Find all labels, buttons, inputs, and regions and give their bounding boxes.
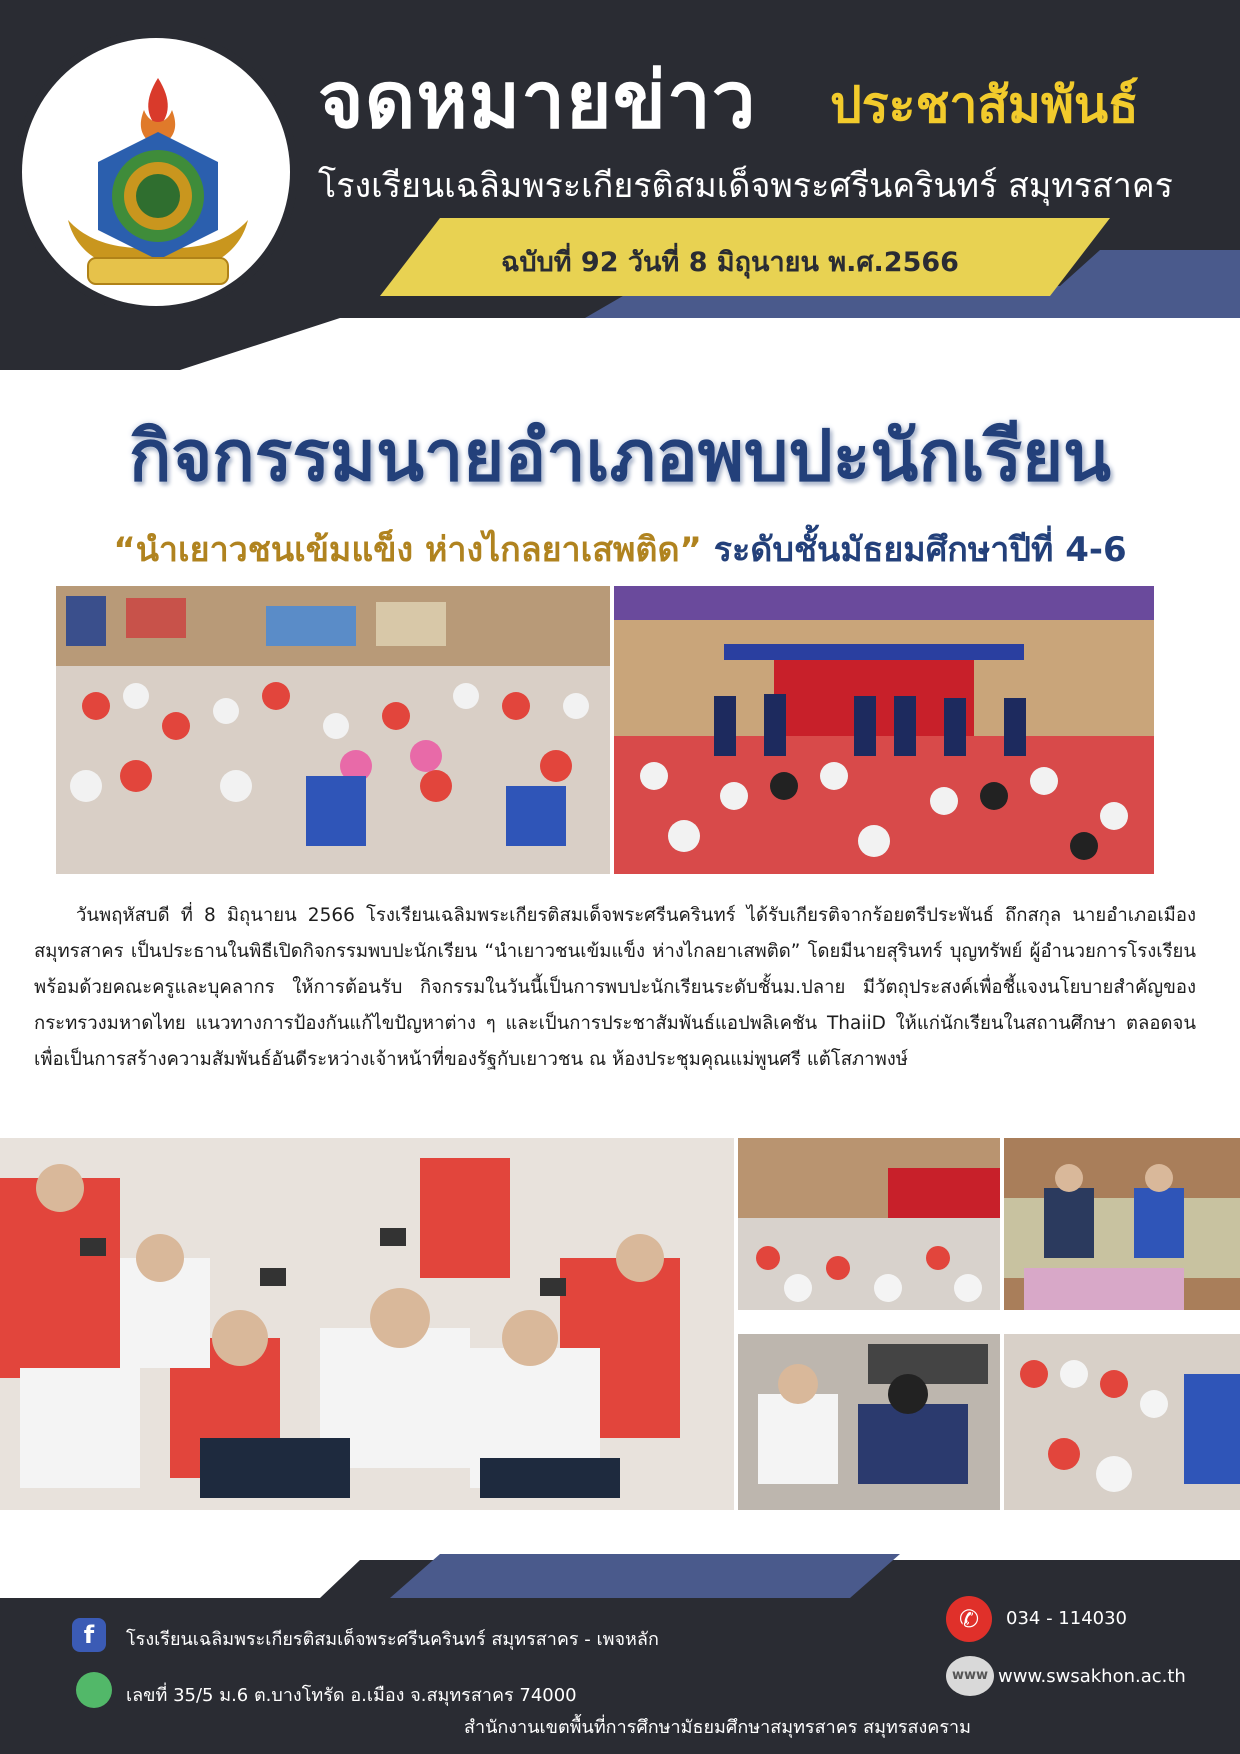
location-pin-icon [76, 1672, 112, 1708]
article-headline: กิจกรรมนายอำเภอพบปะนักเรียน [129, 415, 1111, 497]
phone-number: 034 - 114030 [1006, 1608, 1128, 1629]
school-emblem-logo [48, 70, 268, 300]
school-address: เลขที่ 35/5 ม.6 ต.บางโทรัด อ.เมือง จ.สมุทรสาคร 74000 [126, 1685, 577, 1706]
newsletter-title-accent: ประชาสัมพันธ์ [830, 76, 1139, 134]
grade-level: ระดับชั้นมัธยมศึกษาปีที่ 4-6 [713, 530, 1127, 570]
newsletter-header [0, 0, 1240, 370]
education-office: สำนักงานเขตพื้นที่การศึกษามัธยมศึกษาสมุทรสาคร สมุทรสงคราม [464, 1717, 971, 1738]
facebook-page-link[interactable]: โรงเรียนเฉลิมพระเกียรติสมเด็จพระศรีนครินทร์ สมุทรสาคร - เพจหลัก [126, 1629, 659, 1650]
photo-students-crowd [1004, 1334, 1240, 1510]
photo-officials-on-stage [614, 586, 1154, 874]
issue-info: ฉบับที่ 92 วันที่ 8 มิถุนายน พ.ศ.2566 [501, 247, 959, 278]
photo-hall-view [738, 1138, 1000, 1310]
article-body: วันพฤหัสบดี ที่ 8 มิถุนายน 2566 โรงเรียนเฉลิมพระเกียรติสมเด็จพระศรีนครินทร์ ได้รับเกียรติจากร้อยตรีประพันธ์ ถึกสกุล นายอำเภอเมืองสมุทรสาคร เป็นประธานในพิธีเปิดกิจกรรมพบปะนักเรียน “นำเยาวชนเข้มแข็ง ห่างไกลยาเสพติด” โดยมีนายสุรินทร์ บุญทรัพย์ ผู้อำนวยการโรงเรียน พร้อมด้วยคณะครูและบุคลากร ให้การต้อนรับ กิจกรรมในวันนี้เป็นการพบปะนักเรียนระดับชั้นม.ปลาย มีวัตถุประสงค์เพื่อชี้แจงนโยบายสำคัญของกระทรวงมหาดไทย แนวทางการป้องกันแก้ไขปัญหาต่าง ๆ และเป็นการประชาสัมพันธ์แอปพลิเคชัน ThaiiD ให้แก่นักเรียนในสถานศึกษา ตลอดจนเพื่อเป็นการสร้างความสัมพันธ์อันดีระหว่างเจ้าหน้าที่ของรัฐกับเยาวชน ณ ห้องประชุมคุณแม่พูนศรี แต้โสภาพงษ์ [34, 905, 1196, 1070]
facebook-icon: f [72, 1618, 106, 1652]
campaign-slogan: “นำเยาวชนเข้มแข็ง ห่างไกลยาเสพติด” [113, 530, 702, 570]
article-subheadline [0, 522, 1240, 576]
newsletter-title: จดหมายข่าว [318, 56, 757, 146]
website-link[interactable]: www.swsakhon.ac.th [998, 1666, 1186, 1687]
school-name: โรงเรียนเฉลิมพระเกียรติสมเด็จพระศรีนครินทร์ สมุทรสาคร [318, 166, 1173, 206]
photo-officials-seated [1004, 1138, 1240, 1310]
photo-staff-with-students [738, 1334, 1000, 1510]
photo-students-holding-phones [56, 586, 610, 874]
phone-icon: ✆ [946, 1596, 992, 1642]
photo-students-closeup [0, 1138, 734, 1510]
website-icon: www [946, 1656, 994, 1696]
